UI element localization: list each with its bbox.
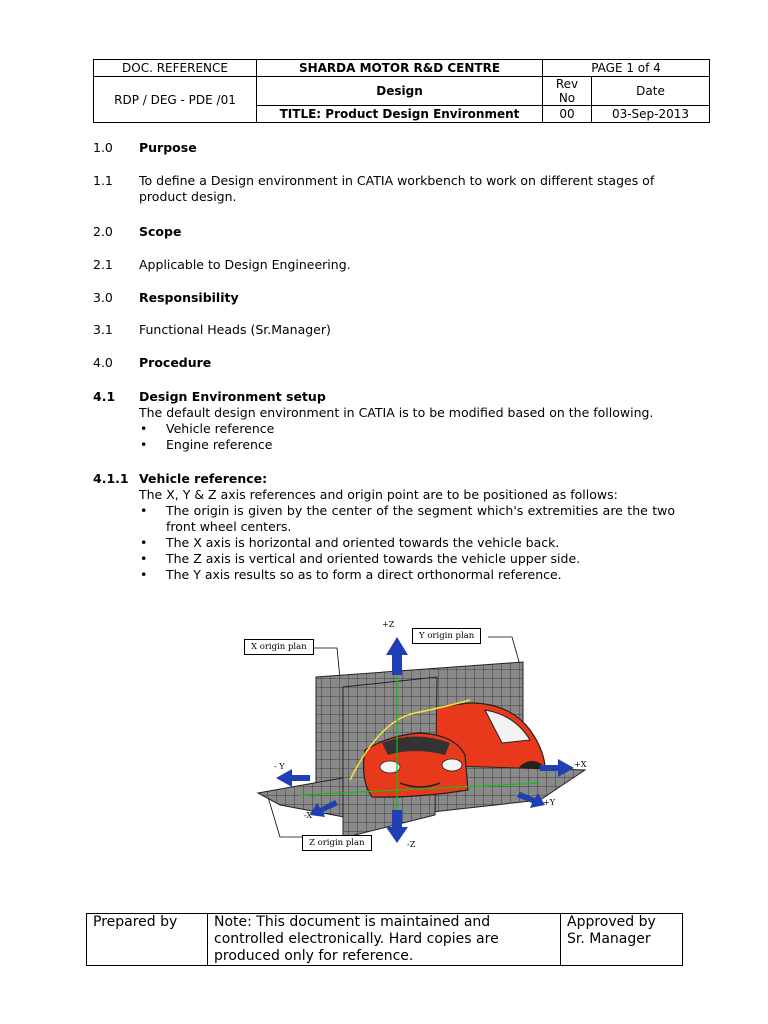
section-number: 3.1 xyxy=(93,322,113,337)
doc-reference-value: RDP / DEG - PDE /01 xyxy=(94,77,257,123)
page-number: PAGE 1 of 4 xyxy=(543,60,710,77)
approved-by-label: Approved by xyxy=(567,914,656,930)
plus-y-label: +Y xyxy=(543,798,555,807)
z-origin-plan-label: Z origin plan xyxy=(302,835,372,851)
y-origin-plan-label: Y origin plan xyxy=(412,628,481,644)
minus-z-label: -Z xyxy=(407,840,416,849)
section-title-procedure: Procedure xyxy=(139,355,212,370)
section-number: 2.1 xyxy=(93,257,113,272)
section-number: 3.0 xyxy=(93,290,113,305)
department: Design xyxy=(257,77,543,106)
section-title-responsibility: Responsibility xyxy=(139,290,239,305)
section-number: 1.0 xyxy=(93,140,113,155)
date-value: 03-Sep-2013 xyxy=(592,106,710,123)
section-title-design-environment: Design Environment setup xyxy=(139,389,326,404)
list-item: • The X axis is horizontal and oriented towards the vehicle back. xyxy=(139,535,675,551)
list-item: • The Y axis results so as to form a direct orthonormal reference. xyxy=(139,567,675,583)
section-4-1-1-block xyxy=(139,471,675,583)
section-number: 4.1.1 xyxy=(93,471,129,486)
design-environment-list xyxy=(139,421,679,453)
document-header-table xyxy=(93,59,710,123)
list-item: • Vehicle reference xyxy=(139,421,679,437)
plus-z-label: +Z xyxy=(382,620,395,629)
responsibility-text: Functional Heads (Sr.Manager) xyxy=(139,322,331,337)
approval-cell xyxy=(561,914,683,966)
doc-reference-label: DOC. REFERENCE xyxy=(94,60,257,77)
rev-value: 00 xyxy=(543,106,592,123)
date-label: Date xyxy=(592,77,710,106)
design-environment-intro: The default design environment in CATIA is to be modified based on the following. xyxy=(139,405,654,420)
vehicle-reference-intro: The X, Y & Z axis references and origin point are to be positioned as follows: xyxy=(139,487,618,502)
vehicle-reference-list xyxy=(139,503,675,583)
section-number: 4.1 xyxy=(93,389,116,404)
section-title-purpose: Purpose xyxy=(139,140,197,155)
purpose-text: To define a Design environment in CATIA workbench to work on different stages of product design. xyxy=(139,173,655,204)
section-title-scope: Scope xyxy=(139,224,182,239)
section-number: 2.0 xyxy=(93,224,113,239)
section-title-vehicle-reference: Vehicle reference: xyxy=(139,471,268,486)
list-item: • The Z axis is vertical and oriented towards the vehicle upper side. xyxy=(139,551,675,567)
vehicle-reference-figure xyxy=(240,615,600,860)
prepared-by-label: Prepared by xyxy=(87,914,208,966)
plus-z-arrow xyxy=(386,637,408,675)
section-number: 1.1 xyxy=(93,173,113,188)
rev-label: Rev No xyxy=(543,77,592,106)
list-item: • The origin is given by the center of the segment which's extremities are the two front wheel centers. xyxy=(139,503,675,535)
document-title: TITLE: Product Design Environment xyxy=(257,106,543,123)
minus-x-label: -X xyxy=(304,811,313,820)
section-4-1-block xyxy=(139,389,679,453)
scope-text: Applicable to Design Engineering. xyxy=(139,257,351,272)
footer-note: Note: This document is maintained and controlled electronically. Hard copies are produced only for reference. xyxy=(208,914,561,966)
company-name: SHARDA MOTOR R&D CENTRE xyxy=(257,60,543,77)
document-footer-table xyxy=(86,913,683,966)
list-item: • Engine reference xyxy=(139,437,679,453)
approver-name: Sr. Manager xyxy=(567,931,651,947)
minus-y-label: - Y xyxy=(274,762,285,771)
plus-x-label: +X xyxy=(574,760,587,769)
x-origin-plan-label: X origin plan xyxy=(244,639,314,655)
section-number: 4.0 xyxy=(93,355,113,370)
